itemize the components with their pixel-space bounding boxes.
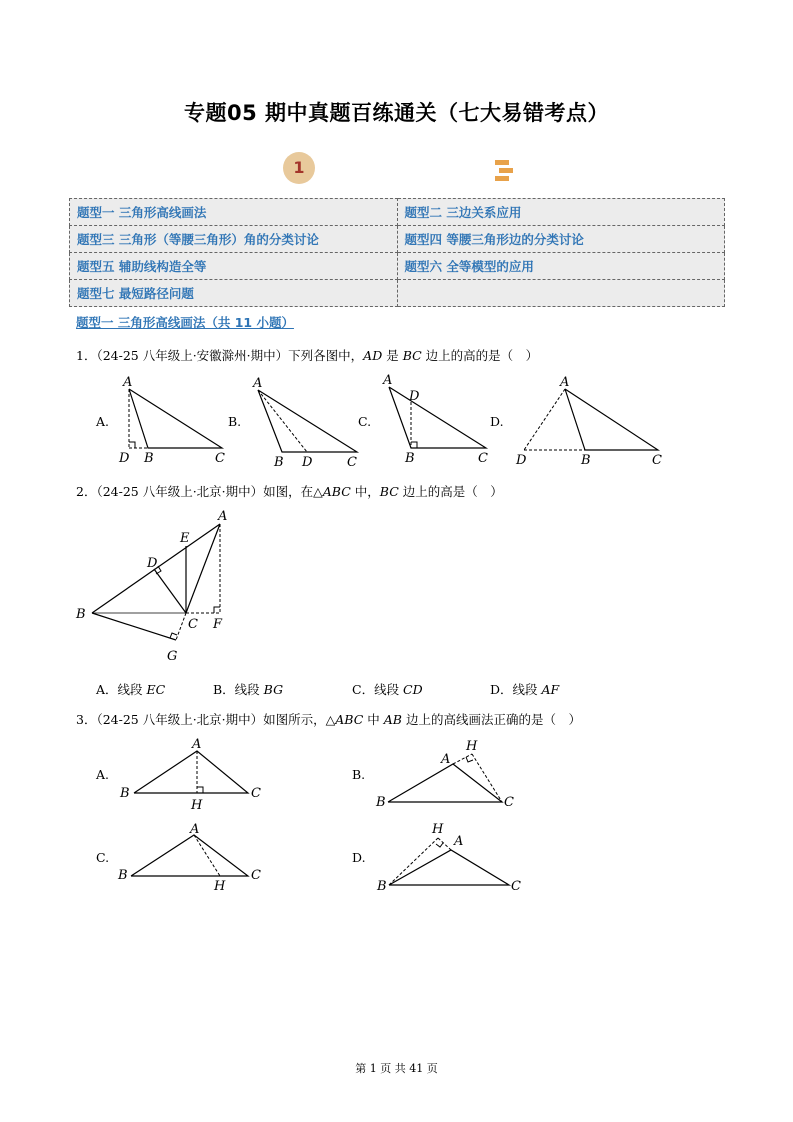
point-label: B [376, 795, 386, 810]
page-title: 专题05 期中真题百练通关（七大易错考点） [183, 101, 610, 125]
section-banner [283, 150, 513, 186]
banner-deco [495, 176, 509, 181]
q3-figure-a [119, 737, 261, 813]
point-label: A [253, 376, 263, 391]
q1-figure-c [382, 373, 488, 466]
q2-figure [0, 500, 793, 670]
option-choice [352, 680, 423, 698]
q1-figure-d [515, 375, 662, 468]
point-label: C [652, 453, 662, 468]
q1-figure-a [118, 375, 225, 466]
option-label: B. [352, 767, 366, 782]
point-label: B [274, 455, 284, 470]
point-label: C [504, 795, 514, 810]
option-label: A. [96, 767, 110, 782]
question-text: 边上的高是（ ） [398, 484, 503, 499]
topic-link[interactable]: 题型七 最短路径问题 [70, 280, 398, 307]
option-label: B. [228, 414, 242, 429]
option-label: B．线段 [213, 682, 264, 697]
question-var: AD [363, 348, 383, 363]
banner-number: 1 [283, 152, 315, 184]
point-label: C [478, 451, 488, 466]
point-label: E [180, 531, 190, 546]
option-label: A. [96, 414, 110, 429]
point-label: A [192, 737, 202, 752]
q3-figures [0, 730, 793, 900]
page-footer: 第 1 页 共 41 页 [355, 1062, 438, 1075]
point-label: A [123, 375, 133, 390]
option-label: D. [352, 850, 366, 865]
option-value: BG [263, 682, 284, 697]
option-label: C. [358, 414, 372, 429]
option-value: EC [146, 682, 166, 697]
q3-figure-b [375, 739, 514, 810]
banner-deco [495, 160, 509, 165]
point-label: D [409, 389, 420, 404]
point-label: F [213, 617, 223, 632]
question-text: 边上的高的是（ ） [421, 348, 539, 363]
question-text: 中， [350, 484, 380, 499]
question-3 [76, 710, 581, 728]
topic-row [70, 253, 725, 280]
topic-link[interactable]: 题型六 全等模型的应用 [397, 253, 725, 280]
question-var: ABC [322, 484, 351, 499]
option-label: C. [96, 850, 110, 865]
question-var: BC [402, 348, 422, 363]
q1-figures [0, 370, 793, 470]
option-choice [490, 680, 559, 698]
option-choice [213, 680, 283, 698]
option-label: D. [490, 414, 504, 429]
question-var: BC [379, 484, 399, 499]
point-label: H [191, 798, 203, 813]
question-2 [76, 482, 503, 500]
point-label: D [147, 556, 158, 571]
point-label: A [190, 822, 200, 837]
point-label: B [405, 451, 415, 466]
topic-row [70, 199, 725, 226]
topic-empty-cell [397, 280, 725, 307]
topic-link[interactable]: 题型五 辅助线构造全等 [70, 253, 398, 280]
option-label: C．线段 [352, 682, 404, 697]
option-label: D．线段 [490, 682, 542, 697]
q3-figure-c [117, 822, 261, 894]
banner-text: 真题实战•百练通关 [341, 159, 471, 177]
topic-link[interactable]: 题型四 等腰三角形边的分类讨论 [397, 226, 725, 253]
point-label: H [432, 822, 444, 837]
q3-figure-d [376, 822, 521, 894]
question-text: 是 [382, 348, 403, 363]
point-label: C [251, 786, 261, 801]
point-label: A [441, 752, 451, 767]
point-label: D [302, 455, 313, 470]
topic-table [69, 198, 725, 307]
topic-link[interactable]: 题型二 三边关系应用 [397, 199, 725, 226]
q1-figure-b [252, 376, 357, 470]
point-label: A [218, 509, 228, 524]
question-text: 3．（24-25 八年级上·北京·期中）如图所示，△ [76, 712, 336, 727]
question-var: AB [383, 712, 402, 727]
point-label: D [516, 453, 527, 468]
banner-deco [499, 168, 513, 173]
point-label: G [167, 649, 178, 664]
option-label: A．线段 [96, 682, 147, 697]
point-label: A [383, 373, 393, 388]
point-label: B [76, 607, 86, 622]
point-label: C [188, 617, 198, 632]
question-text: 1．（24-25 八年级上·安徽滁州·期中）下列各图中， [76, 348, 364, 363]
point-label: H [466, 739, 478, 754]
point-label: C [215, 451, 225, 466]
question-text: 边上的高线画法正确的是（ ） [401, 712, 581, 727]
question-text: 中 [363, 712, 384, 727]
option-value: AF [541, 682, 560, 697]
question-var: ABC [335, 712, 364, 727]
point-label: D [119, 451, 130, 466]
point-label: A [560, 375, 570, 390]
topic-link[interactable]: 题型三 三角形（等腰三角形）角的分类讨论 [70, 226, 398, 253]
point-label: B [581, 453, 591, 468]
point-label: B [377, 879, 387, 894]
topic-link[interactable]: 题型一 三角形高线画法 [70, 199, 398, 226]
point-label: B [118, 868, 128, 883]
point-label: C [347, 455, 357, 470]
point-label: C [511, 879, 521, 894]
point-label: B [120, 786, 130, 801]
topic-row [70, 226, 725, 253]
topic-row [70, 280, 725, 307]
question-1 [76, 346, 538, 364]
point-label: C [251, 868, 261, 883]
section-title: 题型一 三角形高线画法（共 11 小题） [76, 315, 294, 330]
option-value: CD [403, 682, 423, 697]
point-label: A [454, 834, 464, 849]
point-label: B [144, 451, 154, 466]
point-label: H [214, 879, 226, 894]
option-choice [96, 680, 165, 698]
question-text: 2．（24-25 八年级上·北京·期中）如图，在△ [76, 484, 323, 499]
